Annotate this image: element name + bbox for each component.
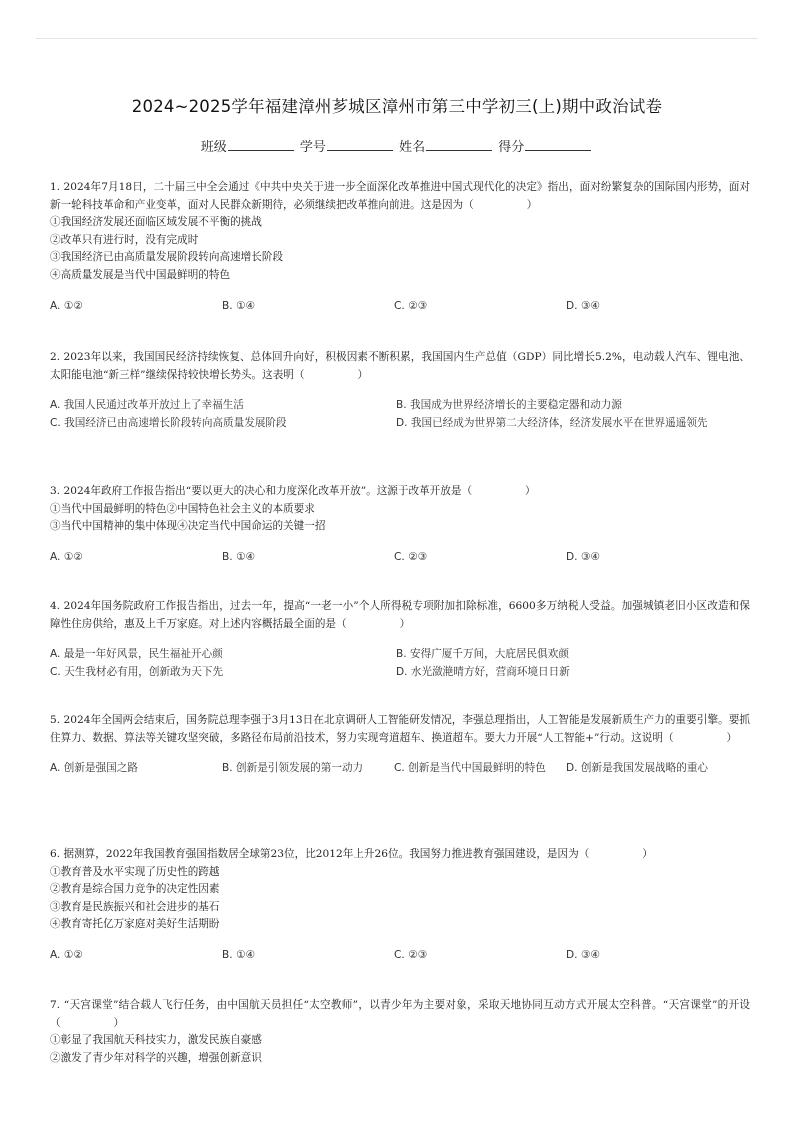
option-b[interactable]: B. ①④: [222, 550, 255, 563]
options-grid: [50, 397, 750, 432]
number-blank[interactable]: [327, 138, 393, 151]
options-row: [50, 760, 750, 778]
option-a[interactable]: A. 我国人民通过改革开放过上了幸福生活: [50, 399, 244, 412]
option-c[interactable]: C. 天生我材必有用，创新敢为天下先: [50, 665, 224, 678]
question-5: [50, 712, 750, 778]
question-2: [50, 349, 750, 432]
statement-item: ④高质量发展是当代中国最鲜明的特色: [50, 268, 231, 281]
option-c[interactable]: C. ②③: [394, 550, 428, 563]
option-a[interactable]: A. ①②: [50, 550, 83, 563]
question-stem: 2. 2023年以来，我国国民经济持续恢复、总体回升向好，积极因素不断积累，我国国内生产总值（GDP）同比增长5.2%，电动载人汽车、锂电池、太阳能电池“新三样”继续保持较快增长势头。这表明（ ）: [50, 351, 750, 381]
question-stem: 6. 据测算，2022年我国教育强国指数居全球第23位，比2012年上升26位。我国努力推进教育强国建设，是因为（ ）: [50, 848, 653, 860]
question-4: [50, 598, 750, 681]
option-c[interactable]: C. ②③: [394, 948, 428, 961]
number-label: 学号: [299, 140, 326, 155]
options-row: [50, 298, 750, 316]
question-stem: 4. 2024年国务院政府工作报告指出，过去一年，提高“一老一小”个人所得税专项附加扣除标准，6600多万纳税人受益。加强城镇老旧小区改造和保障性住房供给，惠及上千万家庭。对上述内容概括最全面的是（ ）: [50, 600, 750, 630]
option-d[interactable]: D. 创新是我国发展战略的重心: [566, 762, 709, 775]
statement-item: ①我国经济发展还面临区域发展不平衡的挑战: [50, 216, 262, 229]
statement-item: ①教育普及水平实现了历史性的跨越: [50, 865, 220, 878]
statement-item: ③我国经济已由高质量发展阶段转向高速增长阶段: [50, 251, 284, 264]
option-d[interactable]: D. ③④: [566, 299, 600, 312]
question-stem: 1. 2024年7月18日，二十届三中全会通过《中共中央关于进一步全面深化改革推进中国式现代化的决定》指出，面对纷繁复杂的国际国内形势，面对新一轮科技革命和产业变革，面对人民群众新期待，必须继续把改革推向前进。这是因为（ ）: [50, 181, 750, 211]
question-1: [50, 179, 750, 315]
option-d-text: D. 我国已经成为世界第二大经济体，经济发展水平在世界遥遥领先: [396, 416, 708, 429]
question-6: [50, 846, 750, 965]
top-divider: [36, 38, 758, 39]
statement-item: ②激发了青少年对科学的兴趣，增强创新意识: [50, 1051, 262, 1064]
option-d[interactable]: D. 水光潋滟晴方好，营商环境日日新: [396, 665, 570, 678]
statement-item: ②教育是综合国力竞争的决定性因素: [50, 883, 220, 896]
question-3: [50, 483, 750, 566]
score-label: 得分: [498, 140, 525, 155]
option-b[interactable]: B. ①④: [222, 948, 255, 961]
name-label: 姓名: [399, 140, 426, 155]
question-stem: 7. “天宫课堂”结合载人飞行任务，由中国航天员担任“太空教师”，以青少年为主要对象，采取天地协同互动方式开展太空科普。“天宫课堂”的开设（ ）: [50, 999, 750, 1029]
class-label: 班级: [200, 140, 227, 155]
option-d[interactable]: [396, 415, 736, 433]
question-stem: 5. 2024年全国两会结束后，国务院总理李强于3月13日在北京调研人工智能研发情况，李强总理指出，人工智能是发展新质生产力的重要引擎。要抓住算力、数据、算法等关键攻坚突破，多路径布局前沿技术，努力实现弯道超车、换道超车。要大力开展“人工智能+”行动。这说明（ ）: [50, 714, 750, 744]
option-c[interactable]: C. ②③: [394, 299, 428, 312]
option-a[interactable]: A. 创新是强国之路: [50, 762, 138, 775]
option-b[interactable]: B. 我国成为世界经济增长的主要稳定器和动力源: [396, 399, 622, 412]
options-row: [50, 549, 750, 567]
question-stem: 3. 2024年政府工作报告指出“要以更大的决心和力度深化改革开放”。这源于改革开放是（ ）: [50, 485, 536, 497]
options-grid: [50, 646, 750, 681]
statement-item: ①当代中国最鲜明的特色②中国特色社会主义的本质要求: [50, 502, 315, 515]
option-d[interactable]: D. ③④: [566, 948, 600, 961]
score-blank[interactable]: [525, 138, 591, 151]
options-row: [50, 947, 750, 965]
class-blank[interactable]: [228, 138, 294, 151]
statement-item: ③当代中国精神的集中体现④决定当代中国命运的关键一招: [50, 520, 326, 533]
question-7: [50, 997, 750, 1067]
option-a[interactable]: A. ①②: [50, 948, 83, 961]
option-c[interactable]: C. 创新是当代中国最鲜明的特色: [394, 762, 546, 775]
name-blank[interactable]: [426, 138, 492, 151]
option-b[interactable]: B. ①④: [222, 299, 255, 312]
statement-item: ②改革只有进行时，没有完成时: [50, 233, 199, 246]
option-d[interactable]: D. ③④: [566, 550, 600, 563]
page-title: 2024~2025学年福建漳州芗城区漳州市第三中学初三(上)期中政治试卷: [131, 97, 663, 116]
statement-item: ④教育寄托亿万家庭对美好生活期盼: [50, 918, 220, 931]
statement-item: ③教育是民族振兴和社会进步的基石: [50, 900, 220, 913]
option-b[interactable]: B. 创新是引领发展的第一动力: [222, 762, 364, 775]
student-info-line: [0, 136, 794, 155]
option-a[interactable]: A. ①②: [50, 299, 83, 312]
option-a[interactable]: A. 最是一年好风景，民生福祉开心颜: [50, 648, 223, 661]
statement-item: ①彰显了我国航天科技实力，激发民族自豪感: [50, 1034, 262, 1047]
option-c[interactable]: C. 我国经济已由高速增长阶段转向高质量发展阶段: [50, 416, 287, 429]
option-b[interactable]: B. 安得广厦千万间，大庇居民俱欢颜: [396, 648, 569, 661]
